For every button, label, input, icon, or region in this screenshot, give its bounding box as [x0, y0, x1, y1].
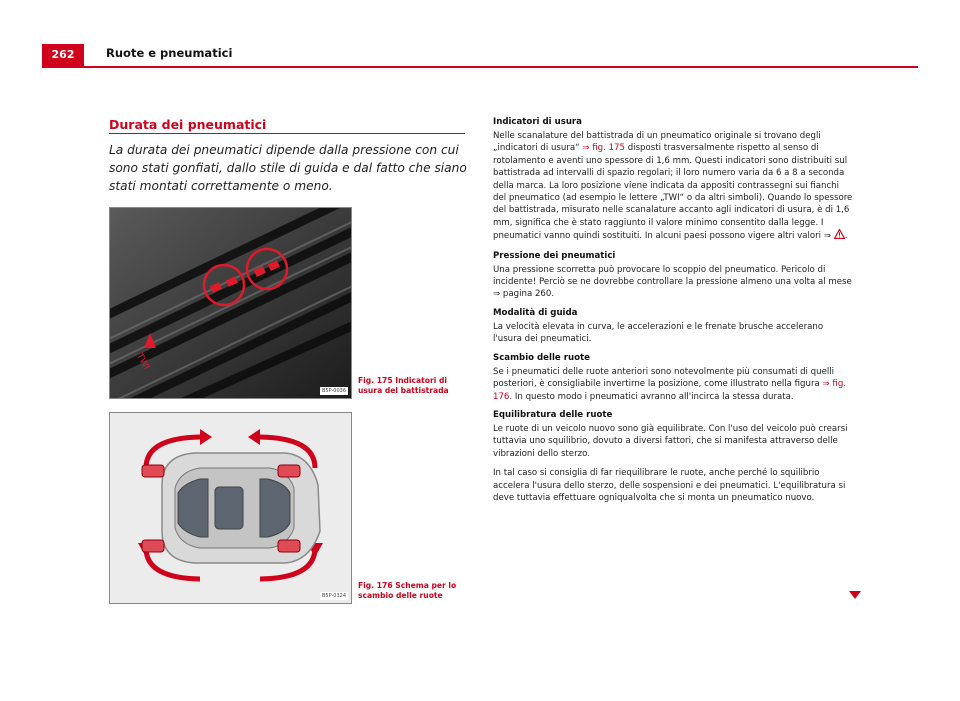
figure-wheel-rotation: [109, 412, 352, 604]
block-heading: Indicatori di usura: [493, 117, 582, 127]
block-equilibratura: [493, 410, 853, 504]
text-span: . In questo modo i pneumatici avranno all'incirca la stessa durata.: [509, 391, 794, 402]
section-intro: La durata dei pneumatici dipende dalla pressione con cui sono stati gonfiati, dallo stile di guida e dal fatto che siano stati montati correttamente o meno.: [109, 143, 467, 193]
block-heading: Equilibratura delle ruote: [493, 409, 613, 420]
block-text: In tal caso si consiglia di far riequilibrare le ruote, anche perché lo squilibrio accelera l'usura dello sterzo, delle sospensioni e dei pneumatici. L'equilibratura si deve tuttavia effettuare ogniqualvolta che si monta un pneumatico nuovo.: [493, 468, 846, 503]
body-text-column: [493, 117, 853, 511]
block-text: Una pressione scorretta può provocare lo scoppio del pneumatico. Pericolo di incidente! Perciò se ne dovrebbe controllare la pressione almeno una volta al mese ⇒ pagina 260.: [493, 264, 852, 300]
figure-caption: Fig. 176 Schema per lo scambio delle ruote: [358, 581, 457, 600]
text-span: disposti trasversalmente rispetto al senso di rotolamento e aventi uno spessore di 1,6 mm. Questi indicatori sono distribuiti sul battistrada ad intervalli di spazio regolari; il loro numero varia da 6 a 8 a seconda della marca. La loro posizione viene indicata da appositi contrassegni sui fianchi del pneumatico (ad esempio le lettere „TWI“ o da altri simboli). Quando lo spessore del battistrada, misurato nelle scanalature accanto agli indicatori di usura, è di 1,6 mm, significa che è stato raggiunto il valore minimo consentito dalla legge. I pneumatici vanno quindi sostituiti. In alcuni paesi possono vigere altri valori ⇒: [493, 143, 853, 242]
page-header: [42, 44, 918, 68]
block-text: La velocità elevata in curva, le accelerazioni e le frenate brusche accelerano l'usura dei pneumatici.: [493, 321, 824, 345]
figure-code: B5P-0324: [321, 593, 346, 599]
page-number: 262: [42, 44, 84, 66]
block-heading: Modalità di guida: [493, 307, 578, 318]
block-heading: Pressione dei pneumatici: [493, 250, 616, 261]
text-span: .: [844, 231, 848, 242]
text-span: Nelle scanalature del battistrada di un pneumatico originale si trovano degli „indicatori di usura“: [493, 131, 821, 154]
car-top-view-illustration: [110, 413, 351, 603]
block-text: Le ruote di un veicolo nuovo sono già equilibrate. Con l'uso del veicolo può crearsi tuttavia uno squilibrio, dovuto a diversi fattori, che si manifesta attraverso delle vibrazioni dello sterzo.: [493, 423, 848, 459]
section-divider: [109, 133, 465, 134]
figure-link[interactable]: ⇒ fig. 175: [582, 143, 625, 154]
block-pressione: [493, 251, 853, 301]
block-text: [493, 130, 853, 244]
block-text: [493, 366, 853, 403]
continue-arrow-icon: [849, 591, 861, 599]
tread-illustration: [110, 208, 351, 398]
figure-code: B5P-0036: [321, 388, 346, 394]
figure-link[interactable]: ⇒ fig. 176: [493, 379, 847, 402]
figure-tread-wear-indicators: [109, 207, 352, 399]
block-modalita-guida: [493, 308, 853, 346]
twi-label: TWI: [134, 351, 152, 372]
running-title: Ruote e pneumatici: [106, 46, 233, 60]
warning-icon[interactable]: [834, 229, 845, 243]
block-scambio-ruote: [493, 353, 853, 403]
figure-caption: Fig. 175 Indicatori di usura del battistrada: [358, 376, 449, 395]
block-heading: Scambio delle ruote: [493, 352, 590, 363]
section-title: Durata dei pneumatici: [109, 117, 267, 132]
text-span: Se i pneumatici delle ruote anteriori sono notevolmente più consumati di quelli posteriori, è consigliabile invertirne la posizione, come illustrato nella figura: [493, 366, 835, 390]
block-indicatori-usura: [493, 117, 853, 244]
